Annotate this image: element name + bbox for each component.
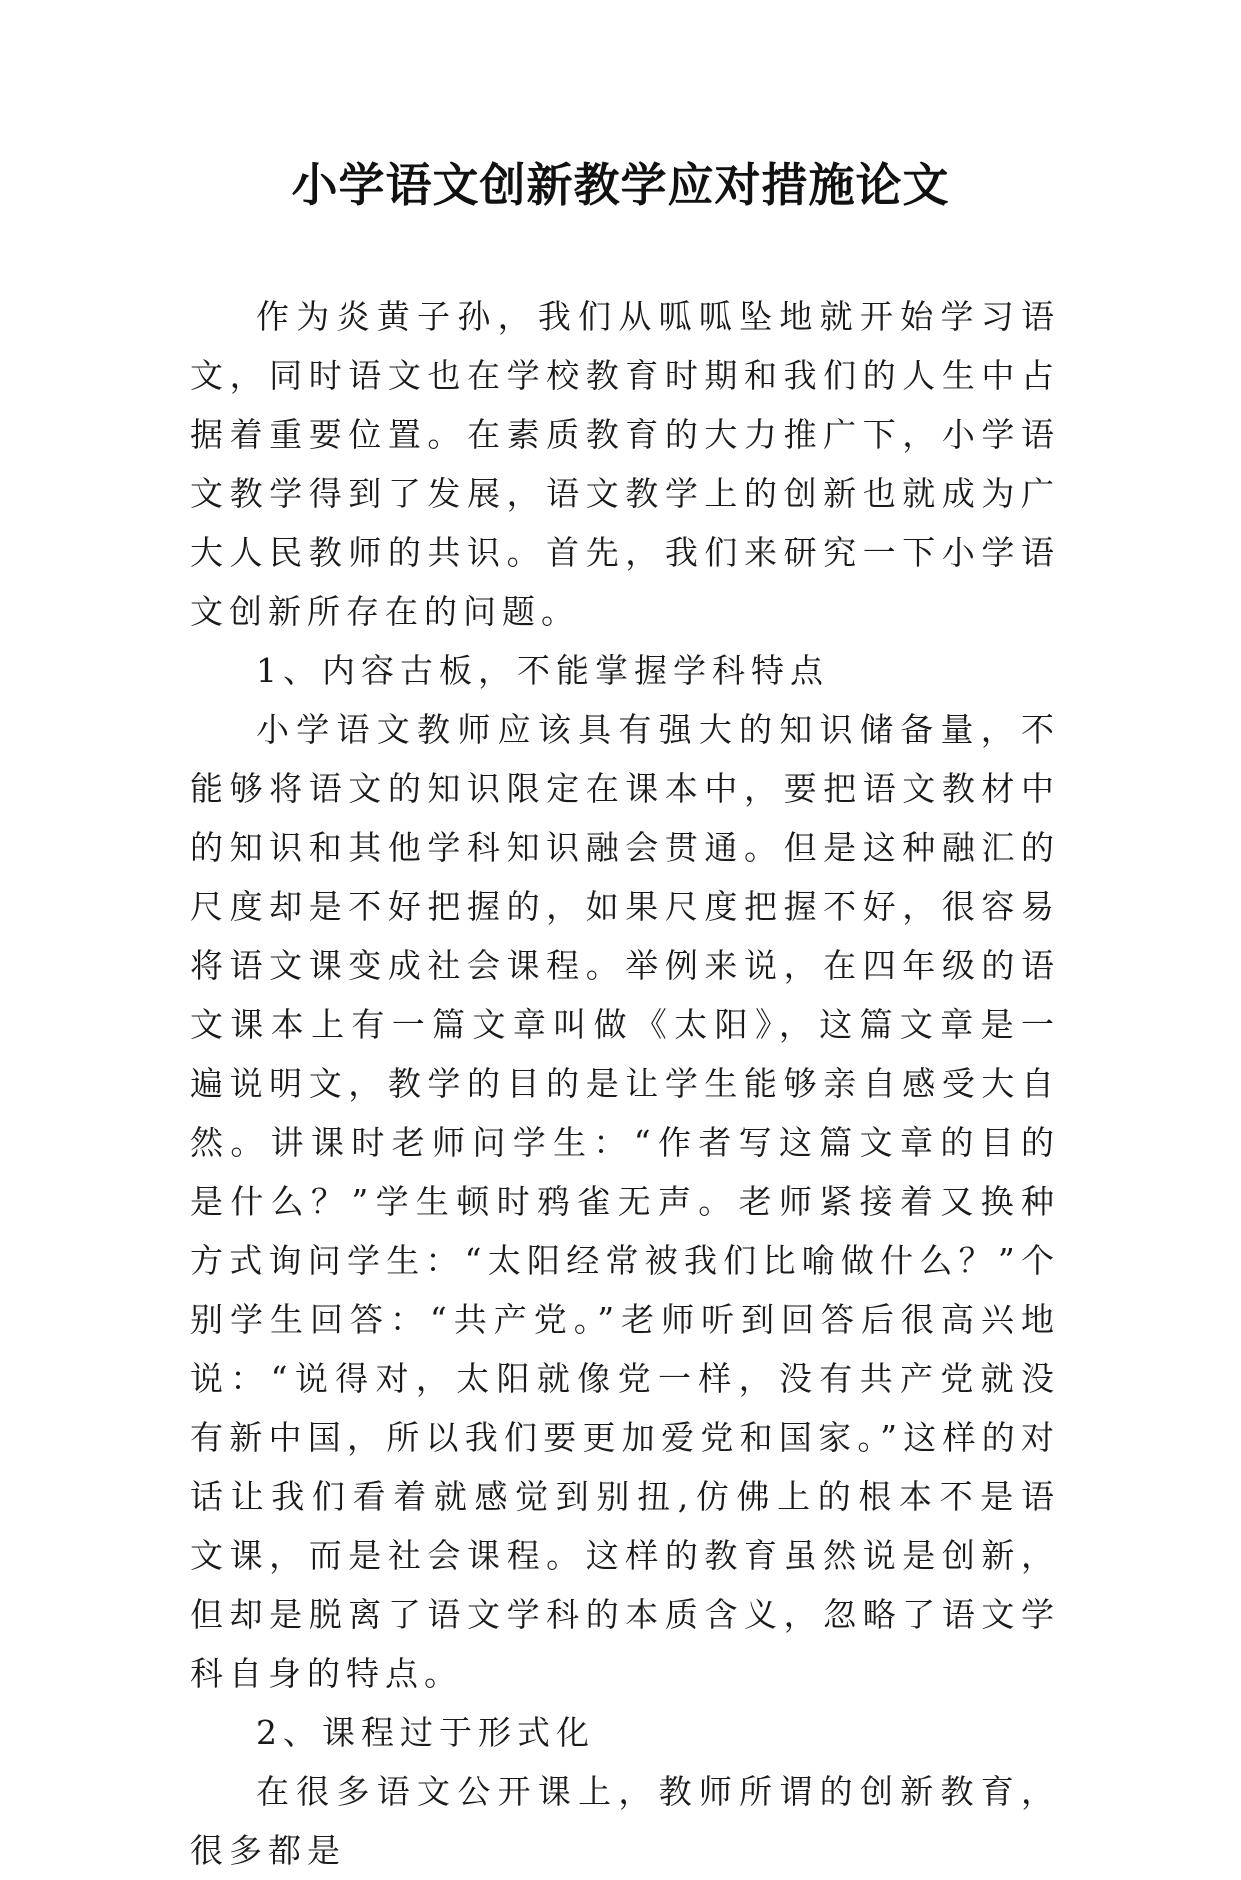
section-heading-2: 2、课程过于形式化 bbox=[256, 1713, 595, 1752]
paragraph-intro: 作为炎黄子孙，我们从呱呱坠地就开始学习语文，同时语文也在学校教育时期和我们的人生中占据着重要位置。在素质教育的大力推广下，小学语文教学得到了发展，语文教学上的创新也就成为广大人民教师的共识。首先，我们来研究一下小学语文创新所存在的问题。 bbox=[190, 297, 1060, 631]
paragraph-section-1: 小学语文教师应该具有强大的知识储备量，不能够将语文的知识限定在课本中，要把语文教材中的知识和其他学科知识融会贯通。但是这种融汇的尺度却是不好把握的，如果尺度把握不好，很容易将语文课变成社会课程。举例来说，在四年级的语文课本上有一篇文章叫做《太阳》，这篇文章是一遍说明文，教学的目的是让学生能够亲自感受大自然。讲课时老师问学生：“作者写这篇文章的目的是什么？”学生顿时鸦雀无声。老师紧接着又换种方式询问学生：“太阳经常被我们比喻做什么？”个别学生回答：“共产党。”老师听到回答后很高兴地说：“说得对，太阳就像党一样，没有共产党就没有新中国，所以我们要更加爱党和国家。”这样的对话让我们看着就感觉到别扭,仿佛上的根本不是语文课，而是社会课程。这样的教育虽然说是创新，但却是脱离了语文学科的本质含义，忽略了语文学科自身的特点。 bbox=[190, 710, 1060, 1693]
section-heading-1: 1、内容古板，不能掌握学科特点 bbox=[256, 651, 829, 690]
document-body bbox=[190, 287, 1060, 1880]
document-title: 小学语文创新教学应对措施论文 bbox=[291, 158, 950, 212]
paragraph-section-2: 在很多语文公开课上，教师所谓的创新教育，很多都是 bbox=[190, 1772, 1060, 1870]
